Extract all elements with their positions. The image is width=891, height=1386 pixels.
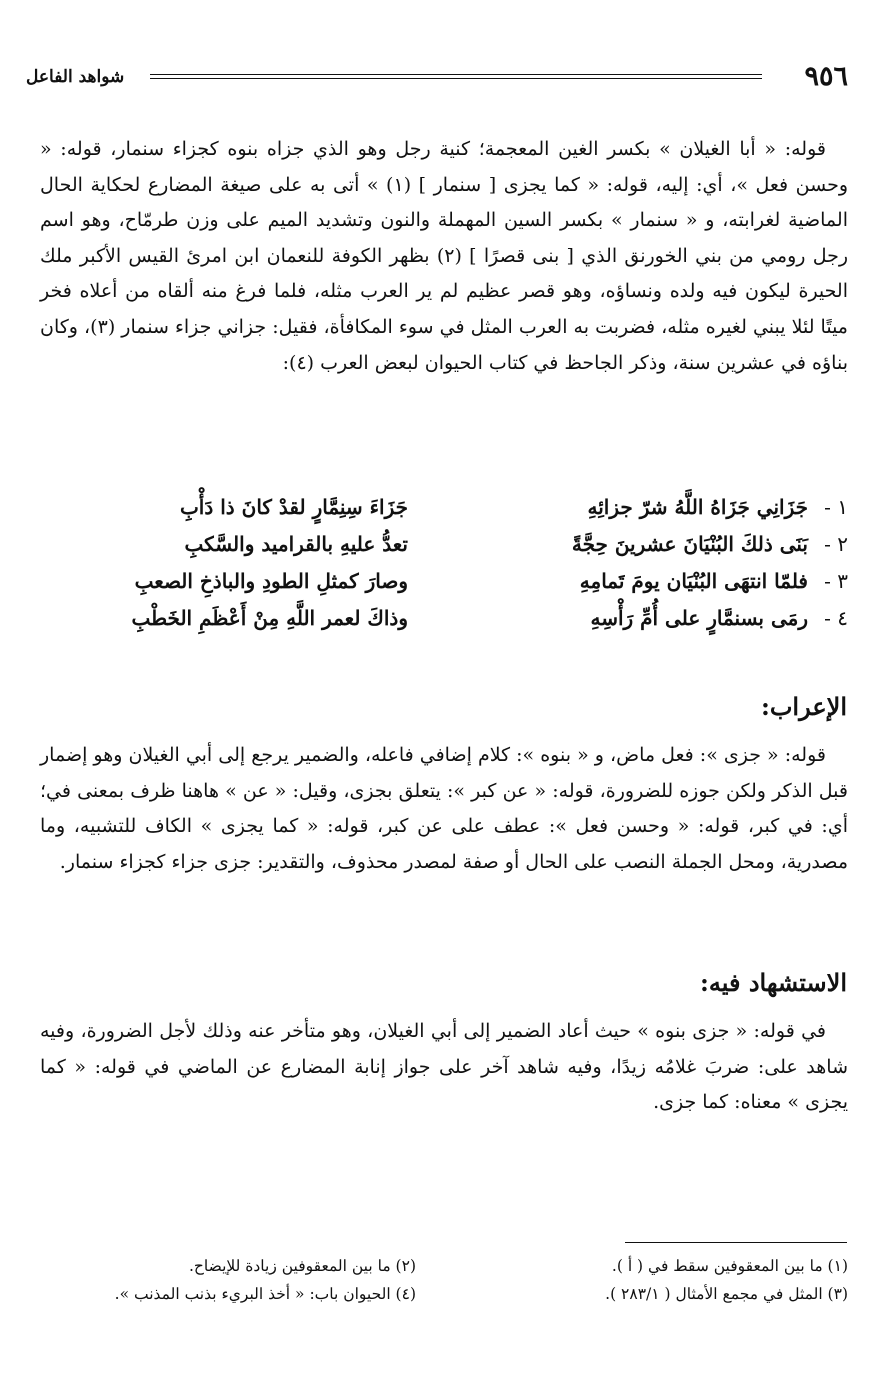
text-line: ابن امرئ القيس الأكبر ملك الحيرة ليكون فيه ولده ونساؤه، وهو قصر عظيم لم ير العرب (40, 244, 848, 303)
intro-paragraph (40, 132, 848, 381)
verse-number: ٤ - (824, 606, 848, 630)
text-line: الضرورة، وفيه شاهد على: ضربَ غلامُه زيدًا، وفيه شاهد آخر على جواز إنابة المضارع عن (40, 1020, 849, 1078)
irab-section (40, 738, 848, 880)
verse-line (40, 603, 848, 640)
section-heading-irab: الإعراب: (760, 692, 847, 721)
verse-second-hemistich: تعدُّ عليهِ بالقراميد والسَّكبِ (184, 532, 408, 556)
footnote-4: (٤) الحيوان باب: « أخذ البريء بذنب المذنب ». (114, 1285, 416, 1303)
text-line: الحيوان لبعض العرب (٤): (282, 351, 483, 374)
text-line: قوله: « أبا الغيلان » بكسر الغين المعجمة؛ كنية رجل وهو الذي جزاه بنوه كجزاء سنمار، (110, 138, 826, 160)
footnote-row (40, 1280, 848, 1308)
text-line: الماضي في قوله: « كما يجزى » معناه: كما جزى. (40, 1055, 848, 1114)
verse-line (40, 529, 848, 566)
page-header (26, 62, 848, 94)
footnote-3: (٣) المثل في مجمع الأمثال ( ٢٨٣/١ ). (605, 1285, 848, 1303)
verse-line (40, 566, 848, 603)
header-double-rule (150, 74, 762, 79)
footnote-separator (625, 1242, 847, 1243)
verse-second-hemistich: جَزَاءَ سِنِمَّارٍ لقدْ كانَ ذا دَأْبِ (179, 495, 408, 519)
verse-number: ٢ - (824, 532, 848, 556)
istishhad-section (40, 1014, 848, 1121)
verse-first-hemistich: جَزَانِي جَزَاهُ اللَّهُ شرّ جزائِهِ (587, 495, 808, 519)
verse-first-hemistich: رمَى بسنمَّارٍ على أُمِّ رَأْسِهِ (590, 606, 808, 630)
verse-second-hemistich: وذاكَ لعمر اللَّهِ مِنْ أَعْظَمِ الخَطْبِ (131, 606, 408, 630)
verse-line (40, 492, 848, 529)
footnotes (40, 1252, 848, 1308)
text-line: لحكاية الحال الماضية لغرابته، و « سنمار » بكسر السين المهملة والنون وتشديد الميم على وزن (40, 173, 848, 232)
irab-paragraph (40, 738, 848, 880)
text-line: قوله: « جزى »: فعل ماض، و « بنوه »: كلام إضافي فاعله، والضمير يرجع إلى أبي الغيلان (128, 744, 826, 766)
text-line: محذوف، والتقدير: جزى جزاء كجزاء سنمار. (59, 850, 399, 873)
poem-verses (40, 492, 848, 640)
text-line: قوله: « وحسن فعل »، أي: إليه، قوله: « كما يجزى [ سنمار ] (١) » أتى به على صيغة المضارع (40, 138, 849, 196)
verse-number: ٣ - (824, 569, 848, 593)
page-number: ٩٥٦ (804, 61, 848, 92)
text-line: هاهنا ظرف بمعنى في؛ أي: في كبر، قوله: « وحسن فعل »: عطف على عن كبر، قوله: « كما (40, 779, 848, 838)
verse-second-hemistich: وصارَ كمثلِ الطودِ والباذخِ الصعبِ (134, 569, 408, 593)
text-line: وهو إضمار قبل الذكر ولكن جوزه للضرورة، قوله: « عن كبر »: يتعلق بجزى، وقيل: « عن » (40, 744, 848, 802)
verse-number: ١ - (824, 495, 848, 519)
istishhad-paragraph (40, 1014, 848, 1121)
verse-first-hemistich: بَنَى ذلكَ البُنْيَانَ عشرينَ حِجَّةً (571, 532, 808, 556)
text-line: طرمّاح، وهو اسم رجل رومي من بني الخورنق الذي [ بنى قصرًا ] (٢) بظهر الكوفة للنعمان (40, 209, 849, 267)
text-line: المكافأة، فقيل: جزاني جزاء سنمار (٣)، وكان بناؤه في عشرين سنة، وذكر الجاحظ في كتاب (40, 315, 848, 374)
verse-first-hemistich: فلمّا انتهَى البُنْيَان يومَ تَمامِهِ (579, 569, 808, 593)
footnote-1: (١) ما بين المعقوفين سقط في ( أ ). (611, 1257, 848, 1275)
commentary-intro (40, 132, 848, 381)
footnote-row (40, 1252, 848, 1280)
footnote-2: (٢) ما بين المعقوفين زيادة للإيضاح. (188, 1257, 416, 1275)
running-title: شواهد الفاعل (26, 67, 125, 87)
text-line: يجزى » الكاف للتشبيه، وما مصدرية، ومحل الجملة النصب على الحال أو صفة لمصدر (40, 815, 848, 873)
text-line: مثله، فلما فرغ منه ألقاه من أعلاه فخر ميتًا لئلا يبني لغيره مثله، فضربت به العرب المثل في سوء (40, 280, 848, 338)
section-heading-istishhad: الاستشهاد فيه: (700, 968, 847, 997)
text-line: في قوله: « جزى بنوه » حيث أعاد الضمير إلى أبي الغيلان، وهو متأخر عنه وذلك لأجل (159, 1020, 826, 1042)
